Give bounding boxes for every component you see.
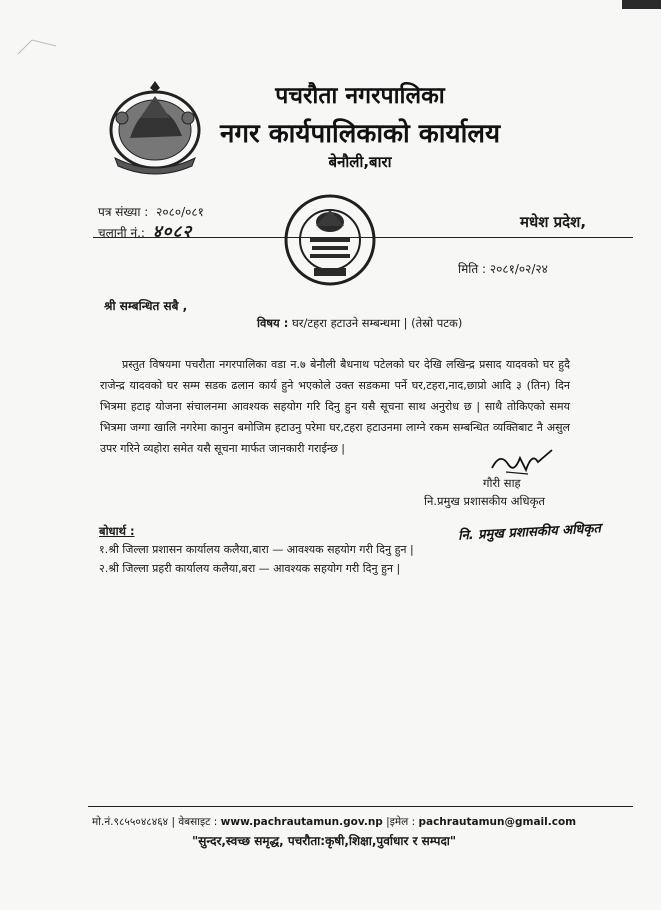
footer-slogan: "सुन्दर,स्वच्छ समृद्ध, पचरौता:कृषी,शिक्षा,पुर्वाधार र सम्पदा" xyxy=(192,834,457,848)
folded-corner-mark xyxy=(18,38,58,56)
scan-edge-mark xyxy=(622,0,661,9)
subject-line xyxy=(257,316,462,331)
email-label: |इमेल : xyxy=(386,816,416,828)
email-address: pachrautamun@gmail.com xyxy=(418,816,577,828)
dispatch-number xyxy=(98,219,192,242)
dispatch-number-label: चलानी नं.: xyxy=(98,226,145,240)
nepal-emblem-icon xyxy=(100,78,210,178)
subject-text: घर/टहरा हटाउने सम्बन्धमा | (तेस्रो पटक) xyxy=(291,316,463,330)
cc-item: २.श्री जिल्ला प्रहरी कार्यालय कलैया,बरा — आवश्यक सहयोग गरी दिनु हुन | xyxy=(99,562,401,575)
footer-divider xyxy=(88,806,633,807)
addressee: श्री सम्बन्धित सबै , xyxy=(104,299,188,313)
website-label: | वेबसाइट : xyxy=(171,816,218,828)
province-name: मधेश प्रदेश, xyxy=(520,213,587,231)
office-name: नगर कार्यपालिकाको कार्यालय xyxy=(219,119,501,149)
letter-number-label: पत्र संख्या : xyxy=(98,205,149,219)
subject-label: विषय : xyxy=(257,316,289,330)
letter-number-value: २०८०/०८१ xyxy=(156,205,204,219)
header-divider xyxy=(93,237,633,238)
letter-number xyxy=(98,203,204,220)
signatory-title: नि.प्रमुख प्रशासकीय अधिकृत xyxy=(424,494,545,508)
footer-contact xyxy=(92,815,576,829)
office-location: बेनौली,बारा xyxy=(328,153,392,171)
letter-date: मिति : २०८१/०२/२४ xyxy=(458,262,548,276)
website-url: www.pachrautamun.gov.np xyxy=(220,816,383,828)
signatory-name: गौरी साह xyxy=(483,476,521,490)
letter-body: प्रस्तुत विषयमा पचरौता नगरपालिका वडा न.७ बेनौली बैधनाथ पटेलको घर देखि लखिन्द्र प्रसाद यादवको घर हुदै राजेन्द्र यादवको घर सम्म सडक ढलान कार्य हुने भएकोले उक्त सडकमा पर्ने घर,टहरा,नाद,छाप्रो आदि ३ (तिन) दिन भित्रमा हटाइ योजना संचालनमा आवश्यक सहयोग गरि दिनु हुन यसै सूचना साथ अनुरोध छ | साथै तोकिएको समय भित्रमा जग्गा खालि नगरेमा कानुन बमोजिम हटाउनु परेमा घर,टहरा हटाउनमा लाग्ने रकम सम्बन्धित व्यक्तिबाट नै असुल उपर गरिने व्यहोरा समेत यसै सूचना मार्फत जानकारी गराईन्छ | xyxy=(100,358,570,455)
dispatch-number-value: ४०८२ xyxy=(152,222,193,242)
handwritten-signature xyxy=(488,448,558,478)
cc-item: १.श्री जिल्ला प्रशासन कार्यालय कलैया,बारा — आवश्यक सहयोग गरी दिनु हुन | xyxy=(99,543,414,556)
signatory-title-stamp: नि. प्रमुख प्रशासकीय अधिकृत xyxy=(457,521,602,544)
phone-label: मो.नं. xyxy=(92,816,114,828)
phone-number: ९८५५०४८४६४ xyxy=(113,816,169,828)
cc-heading: बोधार्थ : xyxy=(99,524,135,538)
office-seal-stamp xyxy=(280,190,380,288)
municipality-name: पचरौता नगरपालिका xyxy=(275,83,445,109)
